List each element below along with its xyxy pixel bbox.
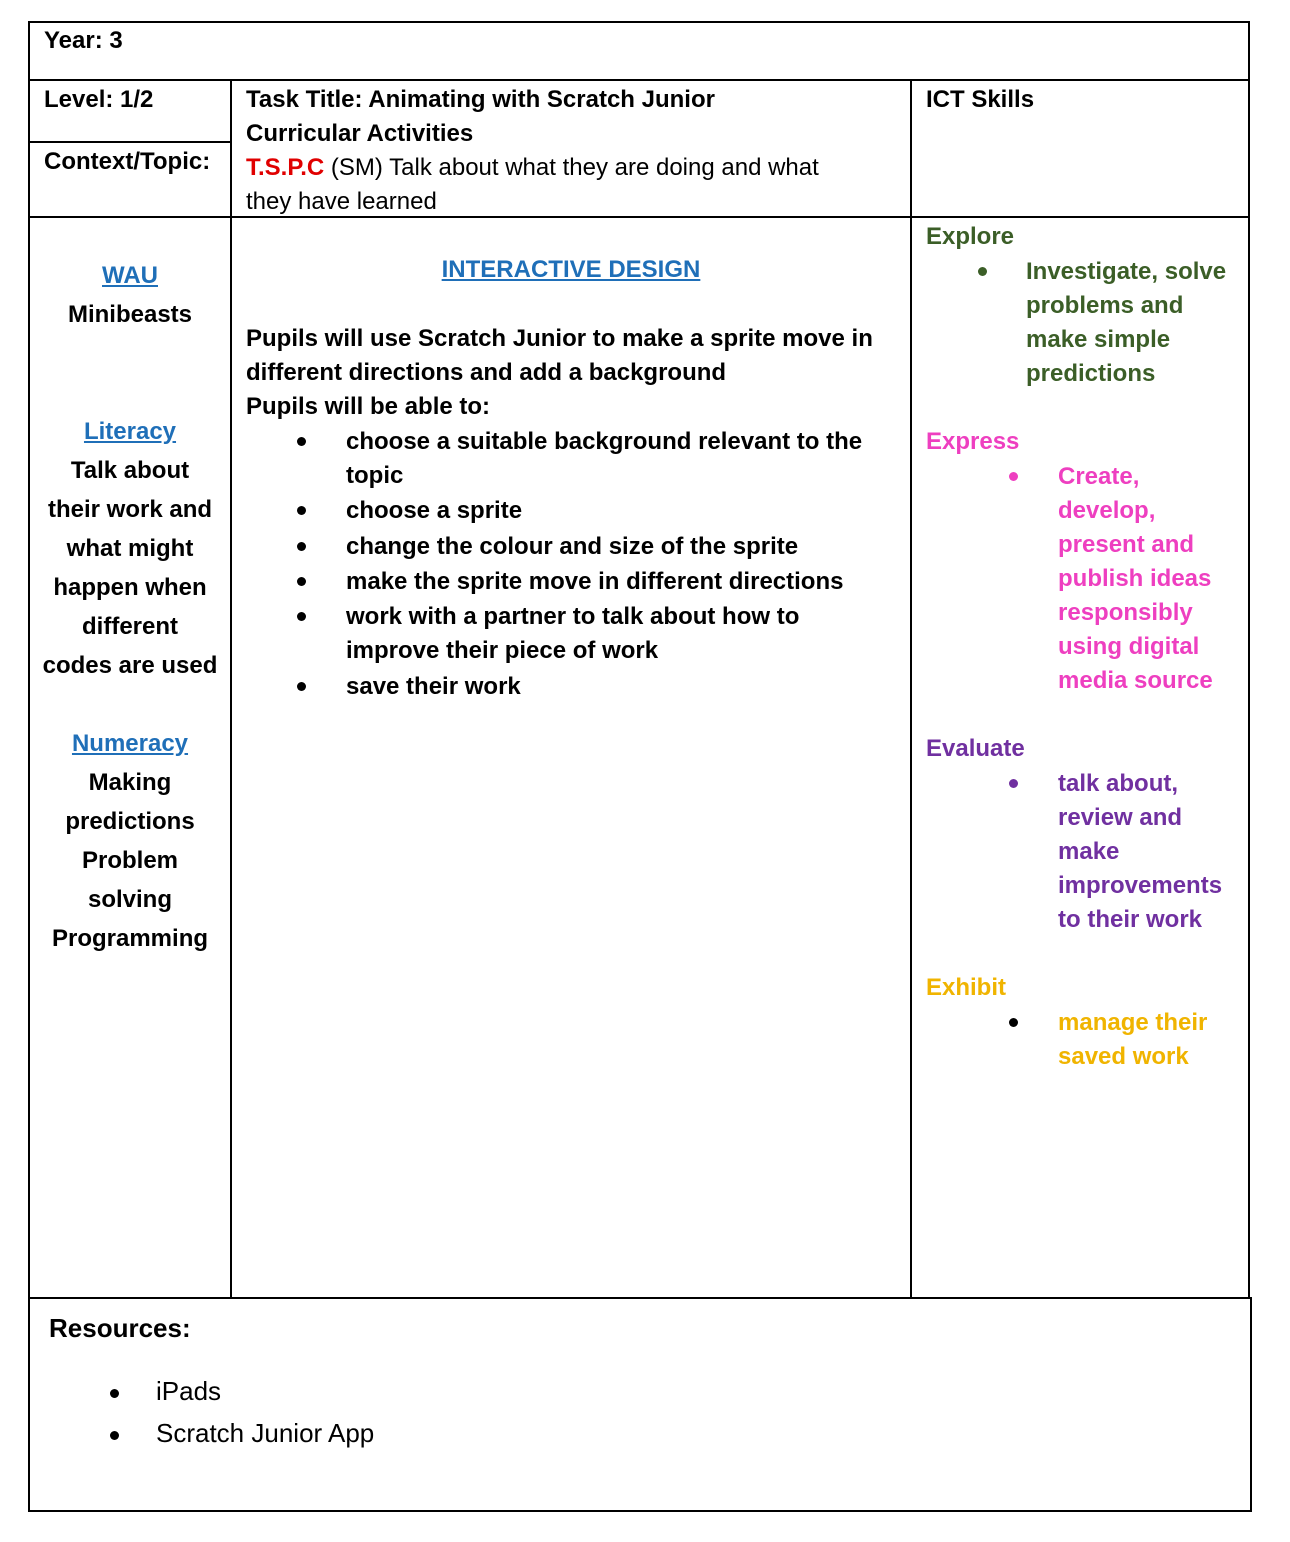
explore-bullet-dot [978,267,987,276]
context-topic-label: Context/Topic: [44,148,211,175]
literacy-line: different [82,613,178,640]
resource-bullet-dot [110,1389,119,1398]
bullet-dot [297,437,306,446]
literacy-title: Literacy [83,418,177,445]
exhibit-title: Exhibit [926,974,1007,1001]
numeracy-line: Programming [51,925,209,952]
numeracy-block [30,724,230,958]
task-title: Task Title: Animating with Scratch Junior [246,86,715,113]
objective-item: choose a suitable background relevant to the [346,428,863,455]
bullet-dot [297,506,306,515]
intro-line-2: different directions and add a background [246,359,727,386]
literacy-line: Talk about [70,457,190,484]
evaluate-text [1058,767,1222,937]
objective-item: choose a sprite [346,497,523,524]
left-column [30,256,230,334]
bullet-dot [297,542,306,551]
numeracy-line: predictions [65,808,195,835]
objective-item-cont: improve their piece of work [346,637,659,664]
numeracy-line: solving [87,886,172,913]
explore-line: predictions [1026,360,1156,387]
evaluate-line: improvements [1058,872,1223,899]
exhibit-line: manage their [1058,1009,1208,1036]
resource-bullet-dot [110,1431,119,1440]
exhibit-bullet-dot [1009,1018,1018,1027]
bullet-dot [297,577,306,586]
numeracy-title: Numeracy [71,730,189,757]
level-context-divider [28,141,232,143]
row-divider-year [28,79,1250,81]
literacy-line: codes are used [42,652,218,679]
wau-text: Minibeasts [67,301,193,328]
express-line: responsibly [1058,599,1193,626]
objective-item: change the colour and size of the sprite [346,533,799,560]
express-line: present and [1058,531,1195,558]
literacy-line: what might [66,535,194,562]
resources-title: Resources: [49,1313,191,1343]
objective-item: work with a partner to talk about how to [346,603,800,630]
numeracy-line: Problem [81,847,179,874]
explore-text [1026,255,1226,391]
objective-item: save their work [346,673,521,700]
explore-line: problems and [1026,292,1184,319]
bullet-dot [297,682,306,691]
col-divider-right [910,79,912,1299]
able-to-label: Pupils will be able to: [246,393,491,420]
literacy-line: their work and [47,496,213,523]
exhibit-text [1058,1006,1207,1074]
evaluate-title: Evaluate [926,735,1025,762]
tspc-text: (SM) Talk about what they are doing and what [324,154,819,181]
exhibit-line: saved work [1058,1043,1189,1070]
evaluate-line: review and [1058,804,1183,831]
express-text [1058,460,1213,698]
express-line: develop, [1058,497,1156,524]
tspc-line [246,151,819,185]
evaluate-line: make [1058,838,1120,865]
curricular-activities-label: Curricular Activities [246,120,474,147]
resource-item: Scratch Junior App [156,1418,375,1448]
express-line: publish ideas [1058,565,1212,592]
level-label: Level: 1/2 [44,86,154,113]
tspc-text-cont: they have learned [246,188,437,215]
evaluate-bullet-dot [1009,779,1018,788]
tspc-code: T.S.P.C [246,154,325,181]
explore-title: Explore [926,223,1015,250]
objective-item: make the sprite move in different directions [346,568,844,595]
bullet-dot [297,612,306,621]
numeracy-line: Making [88,769,172,796]
evaluate-line: talk about, [1058,770,1179,797]
literacy-line: happen when [53,574,207,601]
interactive-design-heading: INTERACTIVE DESIGN [441,256,701,283]
objective-item-cont: topic [346,462,404,489]
year-label: Year: 3 [44,27,123,54]
express-line: media source [1058,667,1213,694]
ict-skills-label: ICT Skills [926,86,1035,113]
express-line: using digital [1058,633,1200,660]
literacy-block [30,412,230,685]
express-line: Create, [1058,463,1140,490]
wau-title: WAU [102,262,158,289]
resource-item: iPads [156,1376,222,1406]
row-divider-header [28,216,1250,218]
intro-line-1: Pupils will use Scratch Junior to make a sprite move in [246,325,873,352]
explore-line: make simple [1026,326,1171,353]
evaluate-line: to their work [1058,906,1203,933]
explore-line: Investigate, solve [1026,258,1227,285]
express-title: Express [926,428,1020,455]
express-bullet-dot [1009,472,1018,481]
